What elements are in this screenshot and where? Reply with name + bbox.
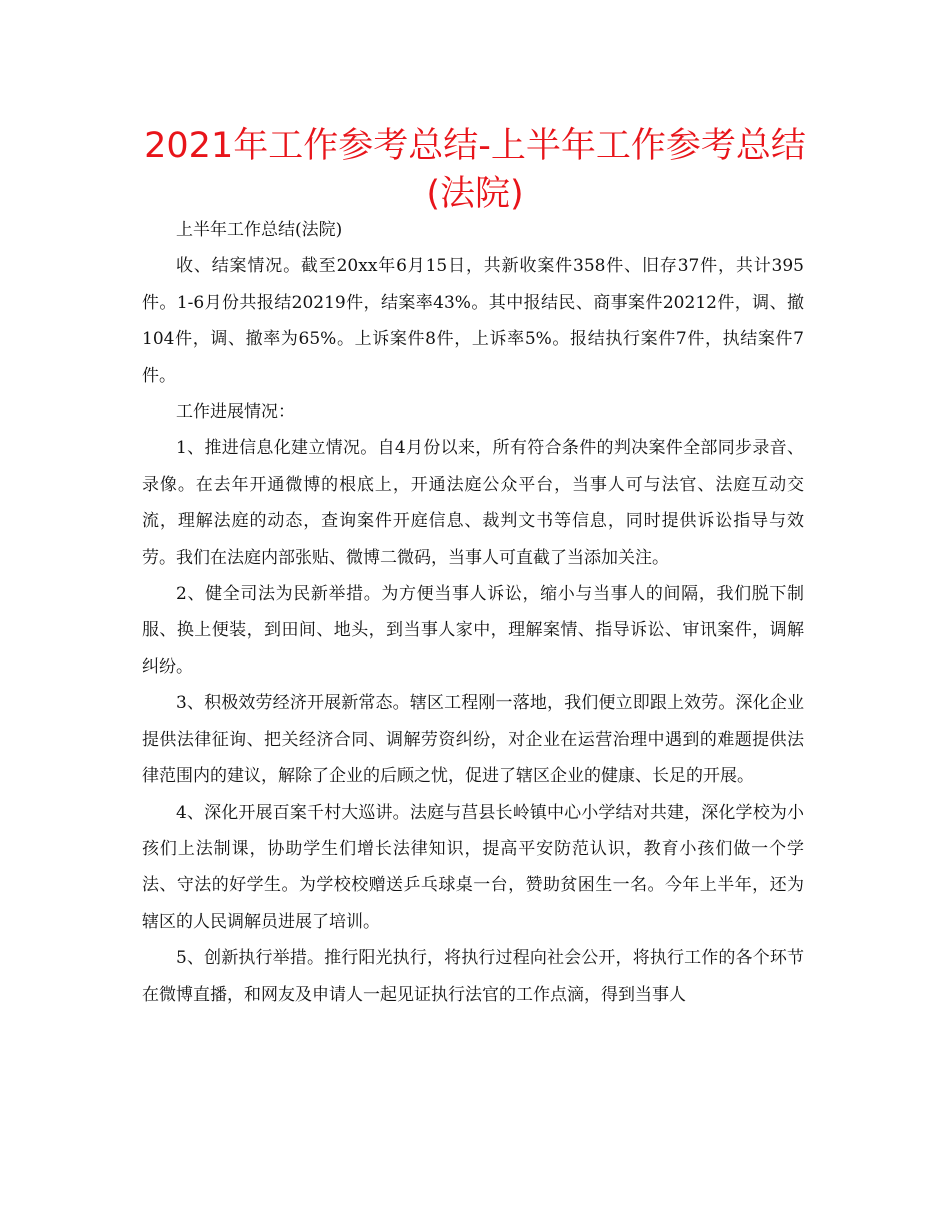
paragraph-item-1: 1、推进信息化建立情况。自4月份以来，所有符合条件的判决案件全部同步录音、录像。在去年开通微博的根底上，开通法庭公众平台，当事人可与法官、法庭互动交流，理解法庭的动态，查询案件开庭信息、裁判文书等信息，同时提供诉讼指导与效劳。我们在法庭内部张贴、微博二微码，当事人可直截了当添加关注。	[142, 438, 804, 568]
paragraph-case-statistics: 收、结案情况。截至20xx年6月15日，共新收案件358件、旧存37件，共计395件。1-6月份共报结20219件，结案率43%。其中报结民、商事案件20212件，调、撤104件，调、撤率为65%。上诉案件8件，上诉率5%。报结执行案件7件，执结案件7件。	[142, 256, 804, 386]
section-heading: 上半年工作总结(法院)	[176, 220, 343, 240]
document-body	[142, 212, 804, 1013]
paragraph-item-2: 2、健全司法为民新举措。为方便当事人诉讼，缩小与当事人的间隔，我们脱下制服、换上便装，到田间、地头，到当事人家中，理解案情、指导诉讼、审讯案件，调解纠纷。	[142, 584, 804, 677]
paragraph-item-5: 5、创新执行举措。推行阳光执行，将执行过程向社会公开，将执行工作的各个环节在微博直播，和网友及申请人一起见证执行法官的工作点滴，得到当事人	[142, 948, 804, 1005]
document-title: 2021年工作参考总结-上半年工作参考总结(法院)	[144, 126, 806, 214]
paragraph-item-3: 3、积极效劳经济开展新常态。辖区工程刚一落地，我们便立即跟上效劳。深化企业提供法律征询、把关经济合同、调解劳资纠纷，对企业在运营治理中遇到的难题提供法律范围内的建议，解除了企业的后顾之忧，促进了辖区企业的健康、长足的开展。	[142, 693, 804, 787]
paragraph-item-4: 4、深化开展百案千村大巡讲。法庭与莒县长岭镇中心小学结对共建，深化学校为小孩们上法制课，协助学生们增长法律知识，提高平安防范认识，教育小孩们做一个学法、守法的好学生。为学校校赠送乒乓球桌一台，赞助贫困生一名。今年上半年，还为辖区的人民调解员进展了培训。	[142, 802, 804, 932]
section-heading-progress: 工作进展情况：	[176, 402, 295, 423]
